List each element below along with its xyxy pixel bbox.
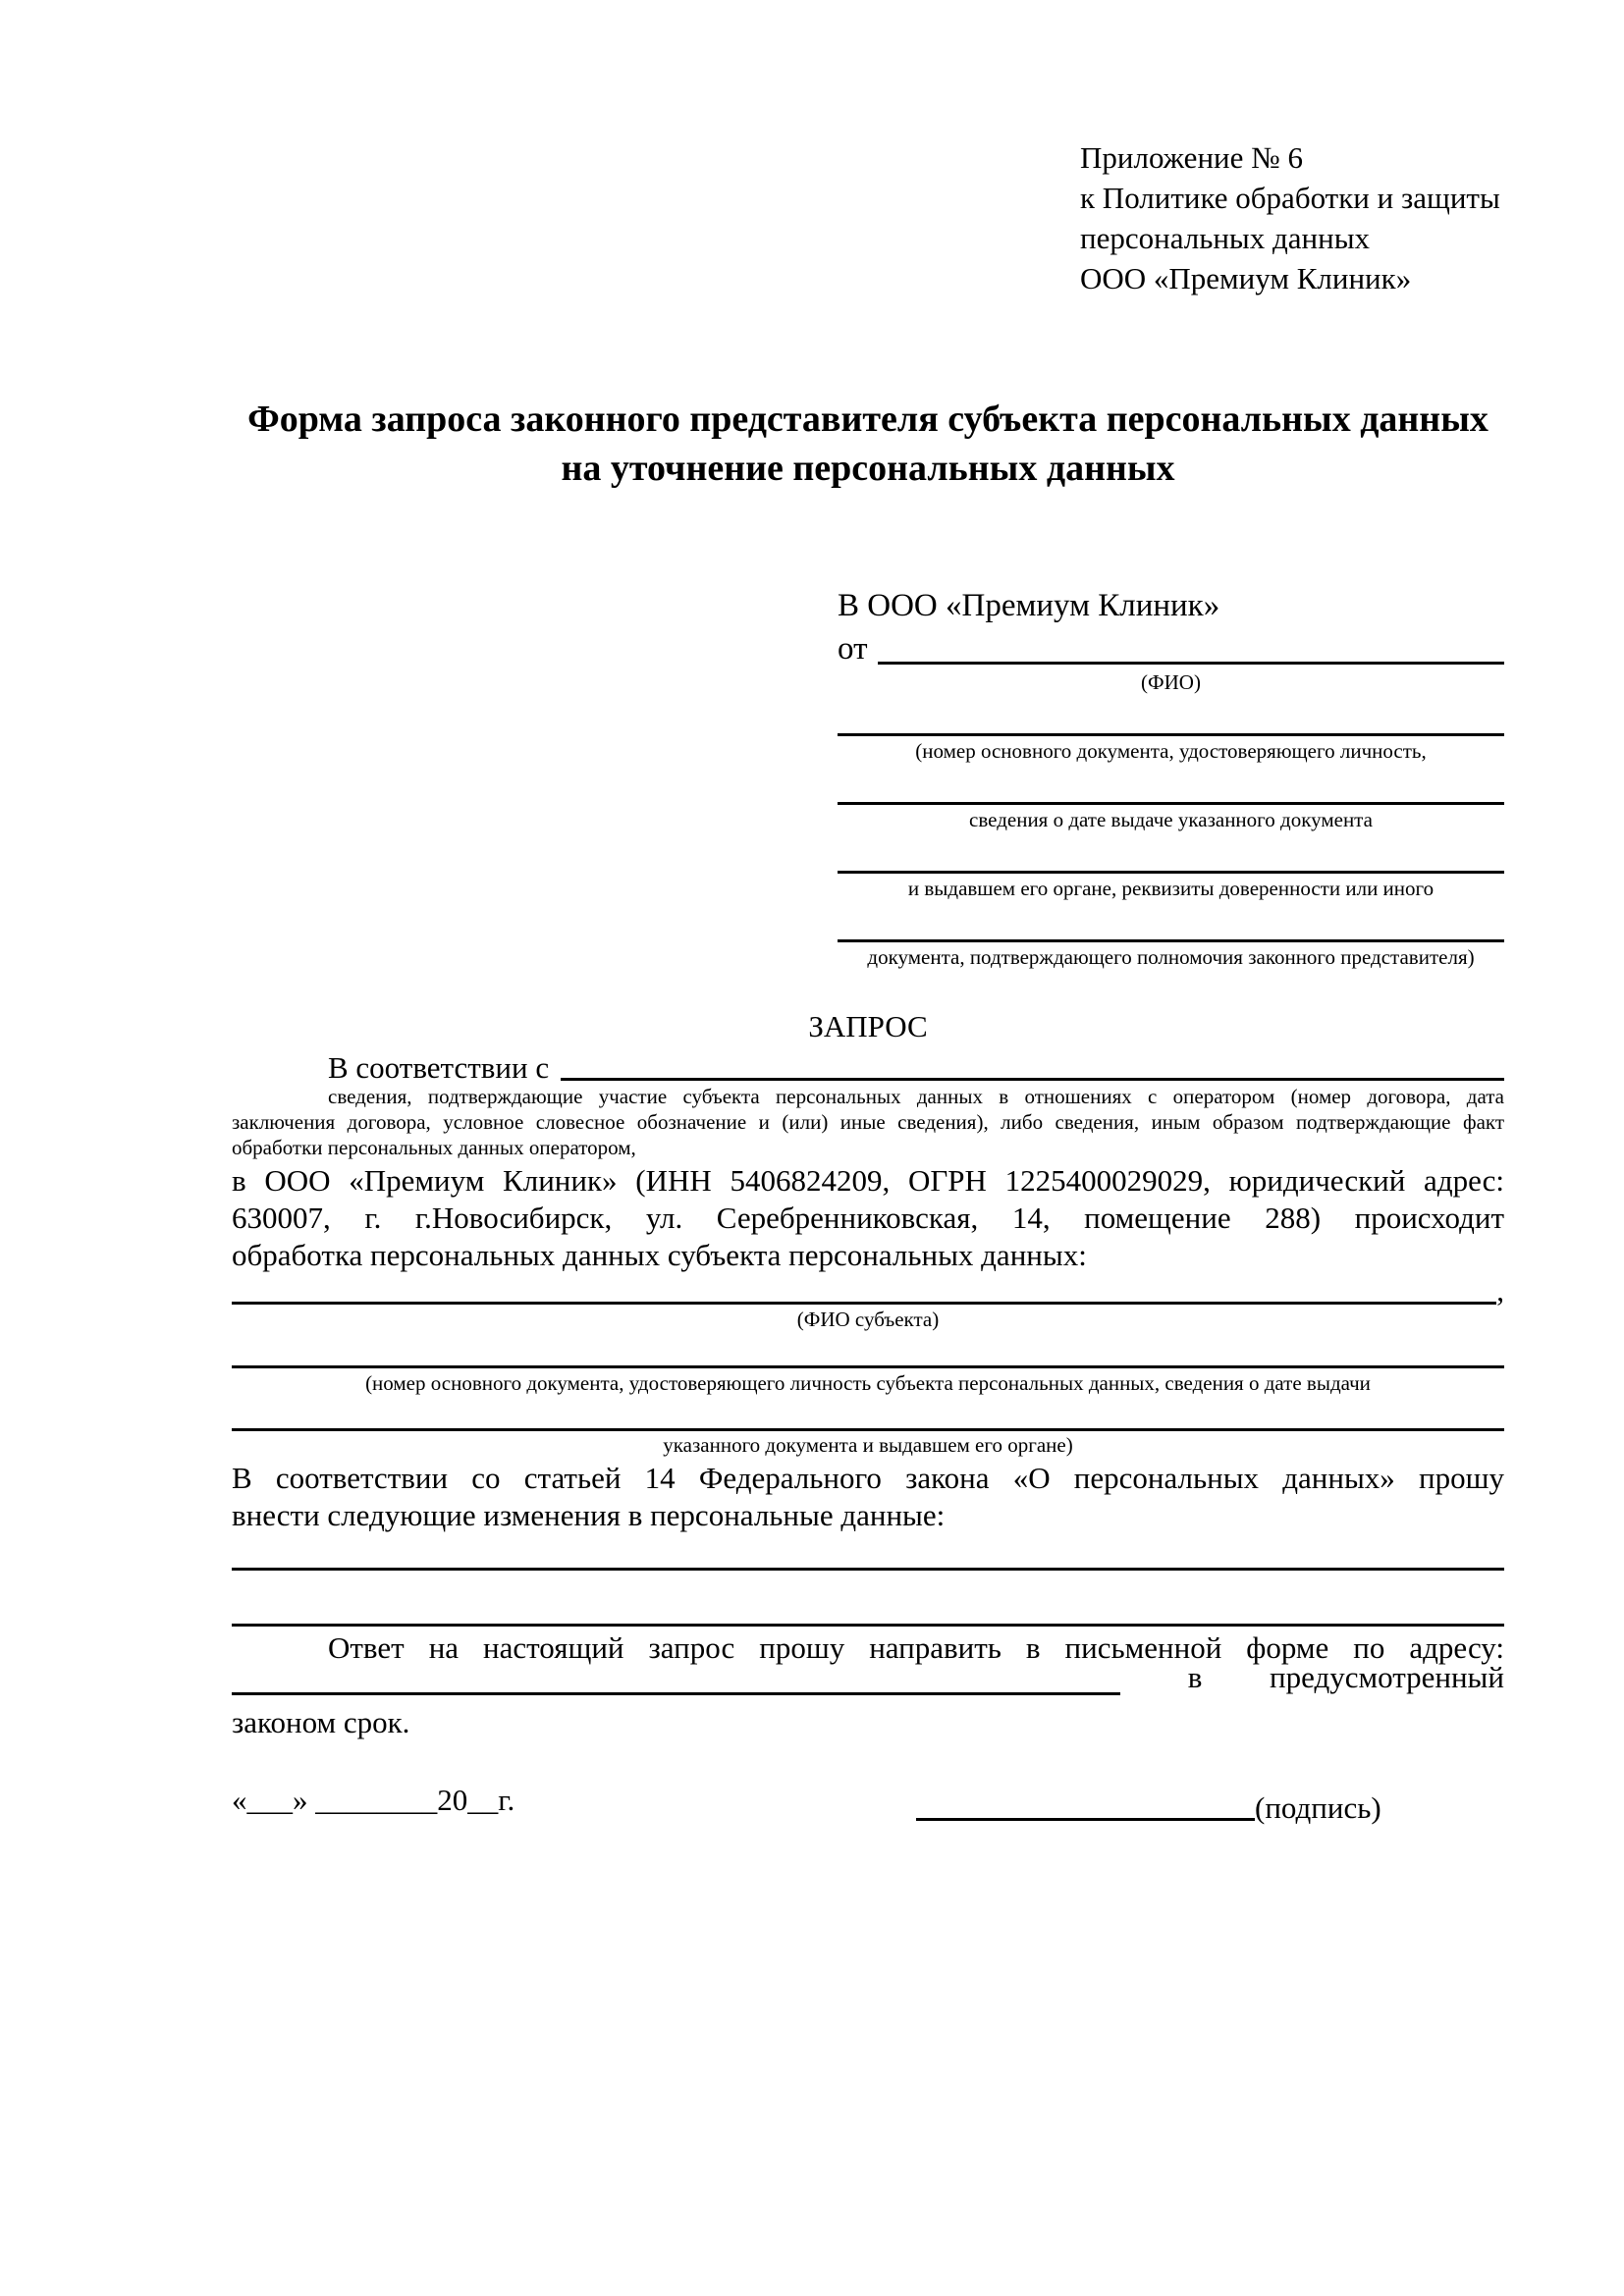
law-paragraph-line-2: внести следующие изменения в персональные данные: [232,1498,946,1532]
accordance-note-line-1: сведения, подтверждающие участие субъекта персональных данных в отношениях с оператором (номер договора, дата [328,1085,1504,1108]
blank-field-accordance [561,1078,1504,1081]
addressee-to: В ООО «Премиум Клиник» [838,588,1220,623]
from-label: от [838,631,868,667]
caption-subject-document-1: (номер основного документа, удостоверяющего личность субъекта персональных данных, сведения о дате выдачи [365,1371,1371,1395]
form-title-line-1: Форма запроса законного представителя субъекта персональных данных [247,399,1489,440]
blank-field-changes-2 [232,1592,1504,1627]
reply-paragraph-end: законом срок. [232,1705,410,1739]
blank-field-subject-fio [232,1302,1496,1305]
request-heading: ЗАПРОС [808,1009,928,1043]
accordance-note-line-3: обработки персональных данных оператором, [232,1136,636,1159]
blank-field-date: «___» ________20__г. [232,1783,515,1817]
reply-paragraph-line-1: Ответ на настоящий запрос прошу направить в письменной форме по адресу: [328,1630,1504,1665]
caption-subject-fio: (ФИО субъекта) [796,1308,940,1331]
appendix-line-4: ООО «Премиум Клиник» [1080,261,1412,295]
blank-field-reply-address [232,1665,1120,1695]
caption-document-number: (номер основного документа, удостоверяющего личность, [915,739,1427,763]
caption-signature: (подпись) [1255,1790,1381,1825]
subject-fio-row [232,1273,1504,1308]
appendix-line-3: персональных данных [1080,221,1371,255]
reply-word-1: в [1187,1660,1203,1694]
blank-field-subject-document [232,1333,1504,1368]
law-paragraph-line-1: В соответствии со статьей 14 Федерального закона «О персональных данных» прошу [232,1461,1504,1495]
accordance-label: В соответствии с [328,1050,550,1085]
date-signature-row [232,1783,1504,1826]
accordance-note [232,1084,1504,1160]
law-paragraph [232,1460,1504,1534]
operator-paragraph-line-2: 630007, г. г.Новосибирск, ул. Серебренниковская, 14, помещение 288) происходит [232,1201,1504,1235]
caption-issue-date: сведения о дате выдаче указанного документа [969,808,1373,831]
appendix-line-1: Приложение № 6 [1080,140,1303,175]
caption-fio: (ФИО) [1141,670,1201,694]
operator-paragraph [232,1162,1504,1274]
appendix-line-2: к Политике обработки и защиты [1080,181,1500,215]
accordance-note-line-2: заключения договора, условное словесное обозначение и (или) иные сведения), либо сведения, иным образом подтверждающие факт [232,1110,1504,1134]
accordance-row [232,1046,1504,1086]
operator-paragraph-line-3: обработка персональных данных субъекта персональных данных: [232,1238,1087,1272]
reply-word-2: предусмотренный [1270,1660,1504,1694]
caption-issuing-authority: и выдавшем его органе, реквизиты доверенности или иного [907,877,1435,900]
signature-group [916,1783,1381,1826]
caption-authority-document: документа, подтверждающего полномочия законного представителя) [867,945,1475,969]
operator-paragraph-line-1: в ООО «Премиум Клиник» (ИНН 5406824209, ОГРН 1225400029029, юридический адрес: [232,1163,1504,1198]
blank-field-signature [916,1818,1255,1821]
caption-subject-document-2: указанного документа и выдавшем его органе) [663,1433,1073,1457]
trailing-comma: , [1496,1273,1504,1308]
request-body [232,0,1504,2296]
blank-field-changes-1 [232,1537,1504,1571]
form-title-line-2: на уточнение персональных данных [561,448,1175,489]
reply-address-row [232,1660,1504,1695]
blank-field-subject-document-2 [232,1396,1504,1431]
